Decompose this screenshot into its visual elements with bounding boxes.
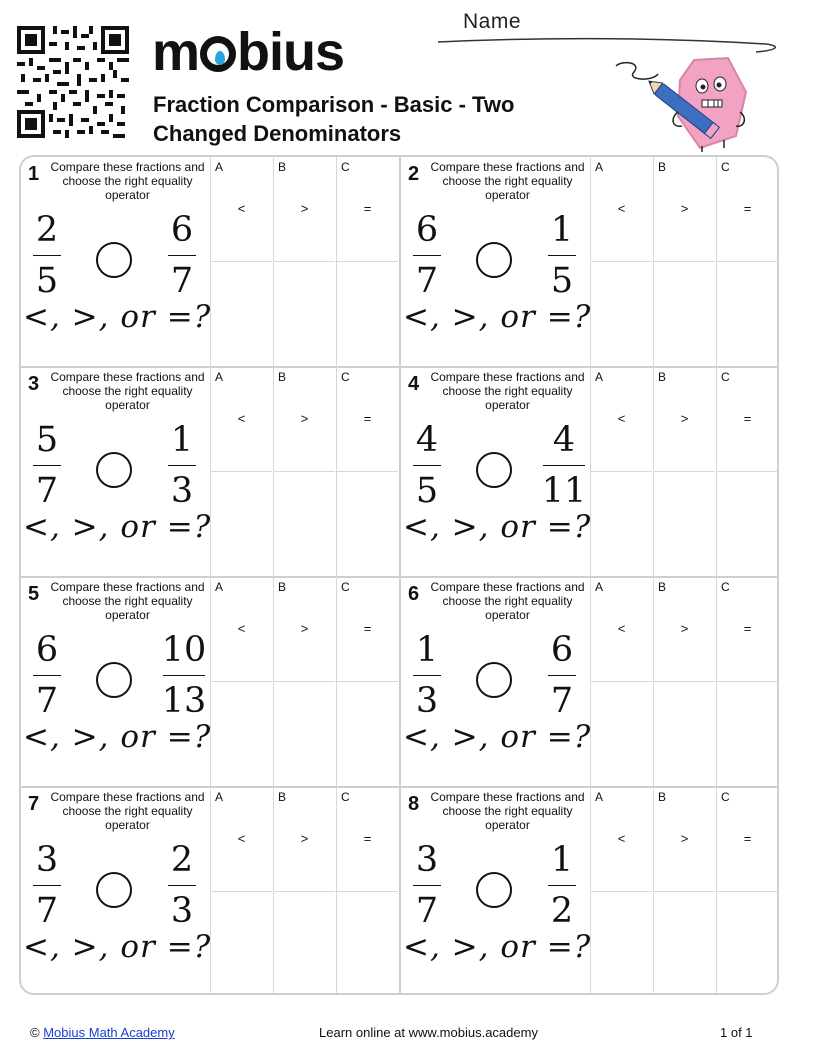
footer-copyright: © Mobius Math Academy [30, 1025, 175, 1040]
left-numerator: 6 [35, 630, 59, 670]
right-numerator: 10 [161, 630, 207, 670]
fraction-bar [168, 255, 196, 256]
option-divider [211, 891, 272, 892]
name-label: Name [463, 10, 522, 33]
answer-circle[interactable] [96, 872, 132, 908]
comparison-question: <, >, or =? [23, 509, 212, 545]
left-numerator: 6 [415, 210, 439, 250]
answer-circle[interactable] [96, 452, 132, 488]
question-prompt: Compare these fractions and choose the right equality operator [50, 580, 205, 622]
page-number: 1 of 1 [720, 1025, 753, 1040]
right-numerator: 2 [170, 840, 194, 880]
answer-option-b[interactable] [653, 787, 715, 995]
right-denominator: 2 [550, 891, 574, 931]
answer-option-b[interactable] [273, 367, 335, 576]
option-symbol: > [680, 411, 689, 426]
question-number: 7 [28, 793, 40, 815]
comparison-question: <, >, or =? [23, 719, 212, 755]
left-fraction [23, 209, 71, 302]
answer-option-b[interactable] [653, 577, 715, 786]
option-divider [274, 261, 335, 262]
question-cell [401, 157, 779, 366]
option-letter: A [215, 580, 224, 594]
option-letter: B [658, 790, 667, 804]
option-letter: A [215, 370, 224, 384]
option-symbol: < [617, 201, 626, 216]
right-fraction [158, 209, 206, 302]
option-divider [274, 471, 335, 472]
option-symbol: < [237, 831, 246, 846]
question-prompt: Compare these fractions and choose the right equality operator [430, 160, 585, 202]
option-divider [591, 261, 652, 262]
option-symbol: > [300, 201, 309, 216]
fraction-bar [33, 885, 61, 886]
right-denominator: 5 [550, 261, 574, 301]
left-fraction [403, 209, 451, 302]
left-denominator: 7 [415, 261, 439, 301]
option-symbol: < [237, 621, 246, 636]
answer-option-c[interactable] [716, 367, 778, 576]
fraction-bar [33, 465, 61, 466]
answer-options [210, 367, 400, 576]
question-prompt: Compare these fractions and choose the right equality operator [430, 790, 585, 832]
fraction-bar [413, 255, 441, 256]
option-letter: C [341, 370, 350, 384]
left-fraction [403, 629, 451, 722]
question-cell [21, 577, 400, 786]
option-letter: B [278, 790, 287, 804]
option-divider [717, 471, 778, 472]
option-divider [591, 681, 652, 682]
answer-circle[interactable] [476, 662, 512, 698]
option-symbol: = [363, 831, 372, 846]
question-number: 3 [28, 373, 40, 395]
problem-grid [19, 155, 779, 995]
option-letter: C [721, 580, 730, 594]
option-symbol: = [363, 621, 372, 636]
question-number: 2 [408, 163, 420, 185]
question-number: 6 [408, 583, 420, 605]
mobius-logo: m bius [152, 22, 345, 82]
right-denominator: 7 [550, 681, 574, 721]
option-divider [654, 261, 715, 262]
option-divider [717, 891, 778, 892]
answer-option-c[interactable] [336, 577, 398, 786]
option-divider [591, 891, 652, 892]
answer-option-a[interactable] [590, 157, 652, 366]
option-letter: B [278, 580, 287, 594]
answer-option-a[interactable] [590, 787, 652, 995]
comparison-question: <, >, or =? [403, 299, 592, 335]
option-letter: B [658, 580, 667, 594]
answer-option-c[interactable] [336, 367, 398, 576]
option-symbol: > [680, 831, 689, 846]
answer-option-b[interactable] [273, 577, 335, 786]
option-divider [337, 681, 398, 682]
option-divider [211, 261, 272, 262]
question-cell [21, 157, 400, 366]
question-cell [401, 367, 779, 576]
option-letter: A [215, 790, 224, 804]
option-symbol: = [743, 621, 752, 636]
left-denominator: 7 [415, 891, 439, 931]
question-number: 4 [408, 373, 420, 395]
option-letter: C [721, 160, 730, 174]
answer-circle[interactable] [96, 662, 132, 698]
right-numerator: 4 [552, 420, 576, 460]
left-fraction [403, 839, 451, 932]
comparison-question: <, >, or =? [403, 719, 592, 755]
option-divider [717, 261, 778, 262]
answer-options [590, 787, 779, 995]
fraction-bar [548, 885, 576, 886]
answer-option-a[interactable] [210, 367, 272, 576]
option-letter: C [721, 370, 730, 384]
answer-option-a[interactable] [590, 577, 652, 786]
answer-option-c[interactable] [336, 157, 398, 366]
option-symbol: < [617, 411, 626, 426]
option-divider [337, 261, 398, 262]
answer-option-c[interactable] [716, 577, 778, 786]
question-prompt: Compare these fractions and choose the right equality operator [50, 790, 205, 832]
answer-options [590, 577, 779, 786]
option-divider [337, 471, 398, 472]
fraction-bar [548, 255, 576, 256]
answer-option-c[interactable] [336, 787, 398, 995]
question-prompt: Compare these fractions and choose the right equality operator [50, 160, 205, 202]
fraction-bar [33, 675, 61, 676]
answer-circle[interactable] [476, 242, 512, 278]
left-numerator: 5 [35, 420, 59, 460]
option-divider [337, 891, 398, 892]
left-denominator: 3 [415, 681, 439, 721]
left-fraction [23, 839, 71, 932]
right-fraction [538, 839, 586, 932]
fraction-bar [168, 885, 196, 886]
right-denominator: 11 [541, 471, 587, 511]
left-numerator: 2 [35, 210, 59, 250]
option-letter: A [215, 160, 224, 174]
option-letter: A [595, 160, 604, 174]
question-number: 1 [28, 163, 40, 185]
right-numerator: 1 [550, 840, 574, 880]
fraction-bar [413, 675, 441, 676]
option-letter: C [721, 790, 730, 804]
option-divider [654, 681, 715, 682]
answer-option-a[interactable] [210, 787, 272, 995]
right-denominator: 13 [161, 681, 207, 721]
right-denominator: 3 [170, 471, 194, 511]
option-divider [591, 471, 652, 472]
answer-options [210, 577, 400, 786]
option-divider [274, 681, 335, 682]
option-symbol: > [300, 831, 309, 846]
option-symbol: > [300, 411, 309, 426]
option-divider [654, 891, 715, 892]
option-divider [717, 681, 778, 682]
answer-option-b[interactable] [273, 787, 335, 995]
option-letter: C [341, 790, 350, 804]
right-fraction [538, 209, 586, 302]
left-numerator: 3 [415, 840, 439, 880]
left-denominator: 7 [35, 471, 59, 511]
question-cell [401, 787, 779, 995]
option-letter: A [595, 790, 604, 804]
left-denominator: 5 [35, 261, 59, 301]
answer-option-a[interactable] [210, 577, 272, 786]
question-cell [21, 367, 400, 576]
answer-options [590, 157, 779, 366]
question-prompt: Compare these fractions and choose the right equality operator [50, 370, 205, 412]
option-symbol: = [363, 201, 372, 216]
option-letter: B [278, 160, 287, 174]
comparison-question: <, >, or =? [23, 929, 212, 965]
option-letter: B [658, 160, 667, 174]
fraction-bar [168, 465, 196, 466]
answer-option-a[interactable] [210, 157, 272, 366]
option-divider [211, 471, 272, 472]
answer-options [210, 157, 400, 366]
fraction-bar [163, 675, 205, 676]
answer-option-a[interactable] [590, 367, 652, 576]
fraction-bar [548, 675, 576, 676]
right-numerator: 6 [550, 630, 574, 670]
left-fraction [403, 419, 451, 512]
option-divider [274, 891, 335, 892]
right-fraction [540, 419, 588, 512]
option-letter: A [595, 580, 604, 594]
option-divider [211, 681, 272, 682]
option-symbol: < [617, 621, 626, 636]
option-symbol: < [237, 411, 246, 426]
option-symbol: > [680, 201, 689, 216]
left-denominator: 7 [35, 891, 59, 931]
option-symbol: = [743, 831, 752, 846]
worksheet-title: Fraction Comparison - Basic - Two Changed Denominators [153, 92, 515, 146]
right-numerator: 1 [550, 210, 574, 250]
academy-link[interactable]: Mobius Math Academy [43, 1025, 175, 1040]
option-symbol: = [363, 411, 372, 426]
option-divider [654, 471, 715, 472]
question-number: 5 [28, 583, 40, 605]
answer-options [210, 787, 400, 995]
option-letter: C [341, 160, 350, 174]
fraction-bar [413, 885, 441, 886]
left-denominator: 5 [415, 471, 439, 511]
comparison-question: <, >, or =? [403, 929, 592, 965]
answer-option-b[interactable] [653, 367, 715, 576]
answer-option-c[interactable] [716, 787, 778, 995]
qr-code [17, 26, 129, 138]
answer-option-b[interactable] [273, 157, 335, 366]
question-cell [21, 787, 400, 995]
answer-circle[interactable] [96, 242, 132, 278]
comparison-question: <, >, or =? [403, 509, 592, 545]
right-denominator: 3 [170, 891, 194, 931]
fraction-bar [33, 255, 61, 256]
logo-drop-icon [200, 36, 236, 72]
answer-option-b[interactable] [653, 157, 715, 366]
left-numerator: 4 [415, 420, 439, 460]
answer-circle[interactable] [476, 872, 512, 908]
right-denominator: 7 [170, 261, 194, 301]
option-letter: B [658, 370, 667, 384]
left-numerator: 3 [35, 840, 59, 880]
answer-options [590, 367, 779, 576]
answer-option-c[interactable] [716, 157, 778, 366]
option-symbol: < [237, 201, 246, 216]
option-letter: C [341, 580, 350, 594]
left-denominator: 7 [35, 681, 59, 721]
fraction-bar [543, 465, 585, 466]
right-fraction [538, 629, 586, 722]
option-symbol: = [743, 201, 752, 216]
option-letter: B [278, 370, 287, 384]
footer-center: Learn online at www.mobius.academy [319, 1025, 538, 1040]
left-fraction [23, 419, 71, 512]
right-numerator: 1 [170, 420, 194, 460]
fraction-bar [413, 465, 441, 466]
comparison-question: <, >, or =? [23, 299, 212, 335]
option-letter: A [595, 370, 604, 384]
option-symbol: > [300, 621, 309, 636]
answer-circle[interactable] [476, 452, 512, 488]
right-fraction [158, 839, 206, 932]
left-fraction [23, 629, 71, 722]
question-number: 8 [408, 793, 420, 815]
question-cell [401, 577, 779, 786]
option-symbol: > [680, 621, 689, 636]
right-numerator: 6 [170, 210, 194, 250]
option-symbol: < [617, 831, 626, 846]
left-numerator: 1 [415, 630, 439, 670]
question-prompt: Compare these fractions and choose the right equality operator [430, 580, 585, 622]
mascot-icon [612, 52, 752, 157]
question-prompt: Compare these fractions and choose the right equality operator [430, 370, 585, 412]
option-symbol: = [743, 411, 752, 426]
right-fraction [158, 419, 206, 512]
right-fraction [160, 629, 208, 722]
